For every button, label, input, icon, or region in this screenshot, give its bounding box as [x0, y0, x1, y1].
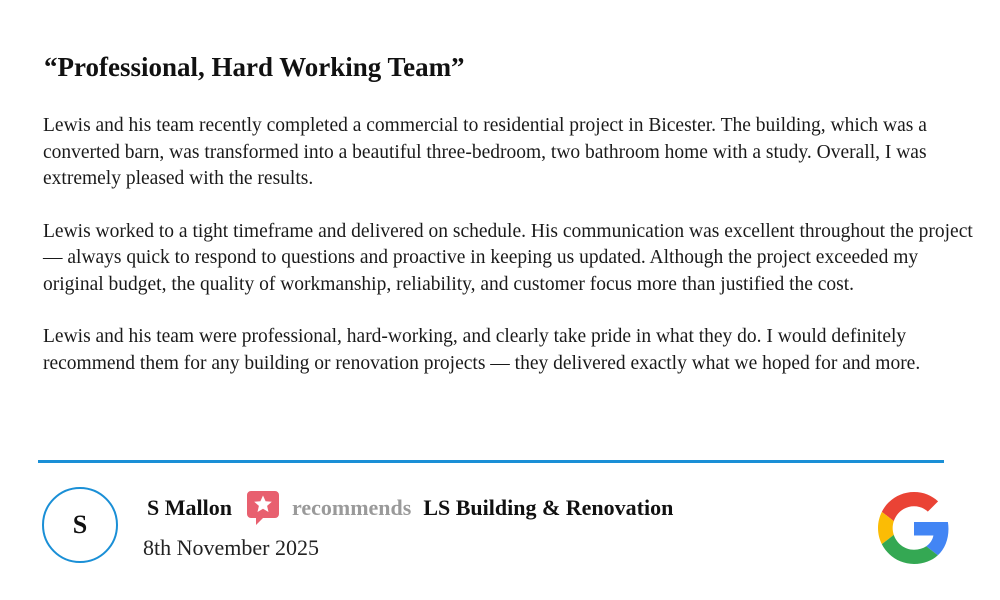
- review-paragraph-2: Lewis worked to a tight timeframe and delivered on schedule. His communication was excellent throughout the project — always quick to respond to questions and proactive in keeping us updated. Although the project exceeded my original budget, the quality of workmanship, reliability, and customer focus more than justified the cost.: [43, 220, 973, 295]
- recommends-label: recommends: [291, 495, 412, 520]
- avatar: S: [42, 487, 118, 563]
- review-date: 8th November 2025: [143, 535, 319, 560]
- divider: [38, 460, 944, 463]
- business-name: LS Building & Renovation: [423, 495, 674, 520]
- review-paragraph-1: Lewis and his team recently completed a commercial to residential project in Bicester. The building, which was a converted barn, was transformed into a beautiful three-bedroom, two bathroom home with a study. Overall, I was extremely pleased with the results.: [43, 115, 927, 189]
- google-logo-icon: [878, 492, 950, 564]
- review-paragraph-3: Lewis and his team were professional, hard-working, and clearly take pride in what they do. I would definitely recommend them for any building or renovation projects — they delivered exactly what we hoped for and more.: [43, 326, 921, 374]
- star-speech-bubble-icon: [246, 490, 280, 526]
- reviewer-name: S Mallon: [147, 495, 232, 520]
- review-body: [43, 113, 973, 403]
- reviewer-line: [147, 490, 673, 526]
- review-title: “Professional, Hard Working Team”: [44, 52, 465, 82]
